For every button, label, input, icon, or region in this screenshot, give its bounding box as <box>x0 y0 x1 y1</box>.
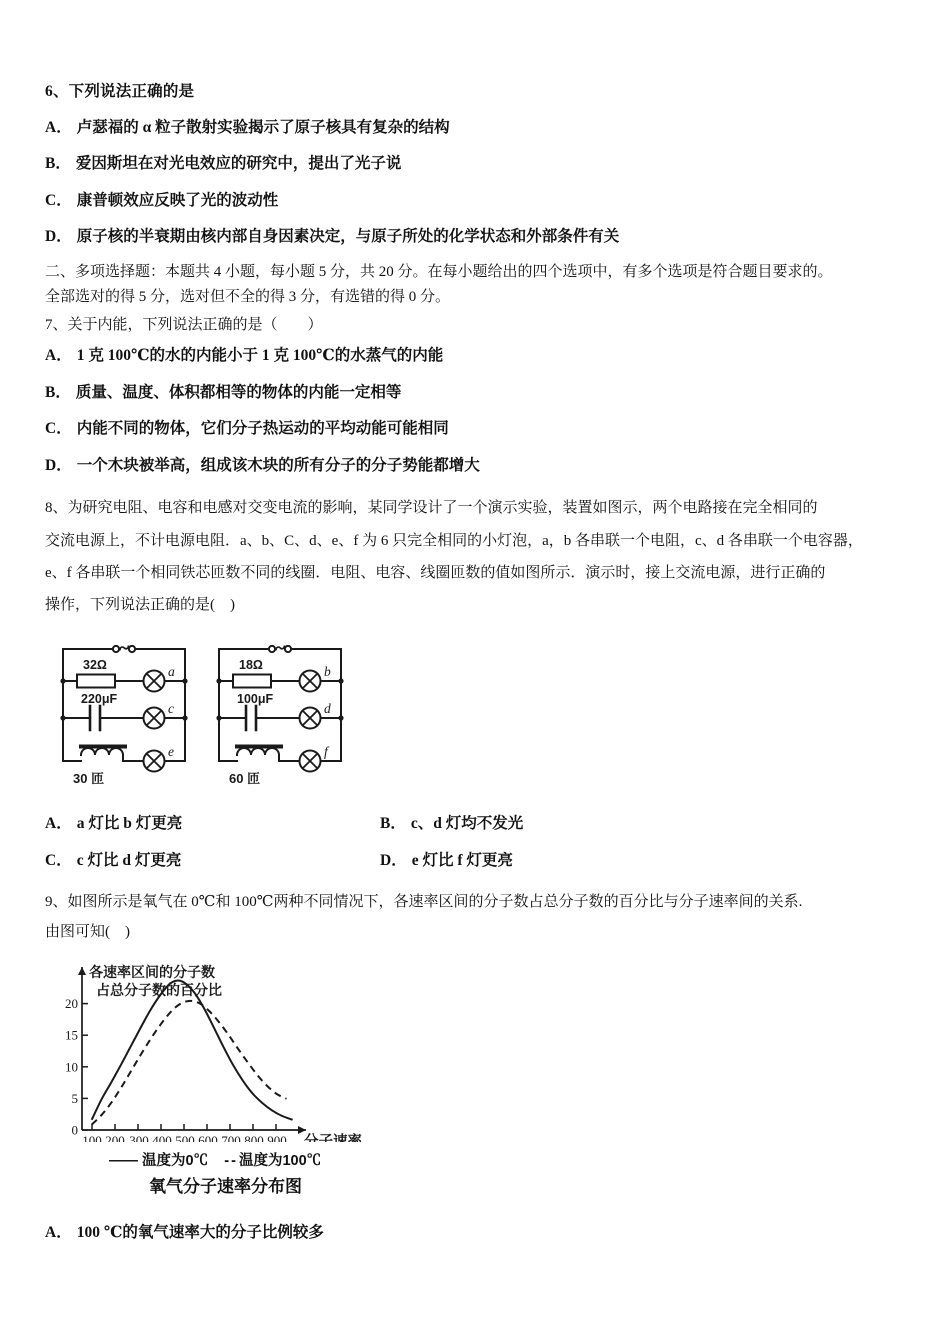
chart-y-ticks <box>82 1004 88 1130</box>
question-8 <box>45 492 925 868</box>
x-tick-900: 900 <box>267 1133 287 1143</box>
option-label: D． <box>45 228 72 245</box>
question-8-option-a[interactable] <box>45 816 380 832</box>
option-text: 爱因斯坦在对光电效应的研究中，提出了光子说 <box>75 155 402 172</box>
legend-mark-0c: —— <box>109 1153 138 1170</box>
x-tick-700: 700 <box>221 1133 241 1143</box>
speed-distribution-chart <box>51 957 371 1142</box>
chart-x-axis-label: 分子速率 <box>304 1134 362 1143</box>
x-tick-800: 800 <box>244 1133 264 1143</box>
option-label: D． <box>380 851 407 869</box>
option-label: C． <box>45 420 72 438</box>
circuit-diagram-figure <box>59 635 925 790</box>
legend-label-0c: 温度为0℃ <box>142 1153 209 1170</box>
ac-source-terminal-left-2 <box>269 646 275 652</box>
question-8-stem-line-1: 8、为研究电阻、电容和电感对交变电流的影响，某同学设计了一个演示实验，装置如图示，两个电路接在完全相同的 <box>45 500 818 517</box>
question-8-stem-line-4: 操作，下列说法正确的是( ) <box>45 597 235 614</box>
question-8-options-row-1 <box>45 816 925 832</box>
option-text: 内能不同的物体，它们分子热运动的平均动能可能相同 <box>76 420 449 438</box>
section-2-line-2: 全部选对的得 5 分，选对但不全的得 3 分，有选错的得 0 分。 <box>45 288 451 305</box>
question-8-option-d[interactable] <box>380 853 513 869</box>
section-2-header <box>45 262 925 309</box>
x-tick-500: 500 <box>175 1133 195 1143</box>
speed-distribution-figure <box>51 957 925 1197</box>
x-tick-300: 300 <box>129 1133 149 1143</box>
lamp-e-label: e <box>168 744 174 760</box>
ac-source-terminal-right-2 <box>285 646 291 652</box>
chart-y-axis-label-line-2: 占总分子数的百分比 <box>96 982 222 999</box>
right-b3-wire-mid <box>279 755 299 761</box>
legend-mark-100c: - - <box>224 1153 235 1170</box>
lamp-b-label: b <box>324 664 331 680</box>
inductor-30-turns-label: 30 匝 <box>73 771 105 786</box>
ac-source-wave-icon <box>120 647 128 650</box>
option-text: c、d 灯均不发光 <box>410 815 524 833</box>
lamp-d-label: d <box>324 701 331 717</box>
question-7 <box>45 315 925 473</box>
left-node-2 <box>60 716 65 721</box>
y-tick-20: 20 <box>65 996 78 1012</box>
question-9-stem-line-2: 由图可知( ) <box>45 924 130 941</box>
chart-x-ticks <box>92 1124 276 1130</box>
option-label: B． <box>380 815 406 833</box>
question-9-option-a[interactable] <box>45 1225 925 1241</box>
capacitor-100uf-label: 100μF <box>237 692 274 707</box>
left-node-3 <box>182 679 187 684</box>
question-6-option-a[interactable] <box>45 120 925 136</box>
option-text: 一个木块被举高，组成该木块的所有分子的分子势能都增大 <box>76 456 480 474</box>
chart-x-tick-labels <box>82 1133 287 1142</box>
right-node-4 <box>338 716 343 721</box>
question-8-stem-line-2: 交流电源上，不计电源电阻．a、b、C、d、e、f 为 6 只完全相同的小灯泡，a，b 各串联一个电阻，c、d 各串联一个电容器， <box>45 532 863 549</box>
option-label: A． <box>45 1224 72 1242</box>
curve-temperature-0c <box>92 981 293 1120</box>
y-tick-5: 5 <box>71 1091 78 1107</box>
option-label: A． <box>45 118 72 136</box>
option-label: A． <box>45 815 72 833</box>
resistor-32ohm-body <box>77 675 115 688</box>
question-6-option-c[interactable] <box>45 193 925 209</box>
option-text: e 灯比 f 灯更亮 <box>411 851 513 869</box>
question-7-stem: 7、关于内能，下列说法正确的是（ ） <box>45 317 323 334</box>
y-tick-15: 15 <box>65 1028 78 1044</box>
question-7-option-a[interactable] <box>45 348 925 364</box>
question-6-option-d[interactable] <box>45 229 925 245</box>
question-9-stem-line-1: 9、如图所示是氧气在 0℃和 100℃两种不同情况下，各速率区间的分子数占总分子数的百分比与分子速率间的关系. <box>45 894 803 911</box>
inductor-60-coil <box>237 748 279 755</box>
y-tick-0: 0 <box>71 1122 78 1138</box>
chart-x-axis-arrow <box>298 1126 306 1134</box>
lamp-f-label: f <box>324 744 328 760</box>
x-tick-100: 100 <box>82 1133 102 1143</box>
option-label: B． <box>45 383 71 401</box>
left-node-1 <box>60 679 65 684</box>
inductor-60-turns-label: 60 匝 <box>229 771 261 786</box>
question-8-options-row-2 <box>45 853 925 869</box>
x-tick-200: 200 <box>105 1133 125 1143</box>
chart-y-tick-labels <box>65 996 78 1137</box>
resistor-32ohm-label: 32Ω <box>83 658 107 673</box>
chart-legend <box>109 1149 925 1170</box>
option-label: C． <box>45 851 72 869</box>
question-8-option-b[interactable] <box>380 816 523 832</box>
question-8-option-c[interactable] <box>45 853 380 869</box>
ac-source-terminal-left <box>113 646 119 652</box>
option-text: 1 克 100℃的水的内能小于 1 克 100℃的水蒸气的内能 <box>76 347 444 365</box>
question-7-option-d[interactable] <box>45 458 925 474</box>
question-8-stem-line-3: e、f 各串联一个相同铁芯匝数不同的线圈．电阻、电容、线圈匝数的值如图所示．演示时，接上交流电源，进行正确的 <box>45 564 826 581</box>
ac-source-wave-icon-2 <box>276 647 284 650</box>
option-label: D． <box>45 456 72 474</box>
circuit-diagram-svg <box>59 635 359 785</box>
question-6 <box>45 84 925 245</box>
right-node-3 <box>338 679 343 684</box>
lamp-c-label: c <box>168 701 174 717</box>
option-text: 卢瑟福的 α 粒子散射实验揭示了原子核具有复杂的结构 <box>76 118 450 136</box>
option-text: 原子核的半衰期由核内部自身因素决定，与原子所处的化学状态和外部条件有关 <box>76 228 620 245</box>
chart-y-axis-arrow <box>78 967 86 975</box>
question-6-stem: 6、下列说法正确的是 <box>45 83 195 100</box>
chart-caption: 氧气分子速率分布图 <box>149 1177 302 1197</box>
question-6-option-b[interactable] <box>45 156 925 172</box>
left-node-4 <box>182 716 187 721</box>
option-text: 康普顿效应反映了光的波动性 <box>76 191 279 209</box>
chart-y-axis-label-line-1: 各速率区间的分子数 <box>89 964 215 981</box>
legend-label-100c: 温度为100℃ <box>238 1153 322 1170</box>
option-text: 质量、温度、体积都相等的物体的内能一定相等 <box>75 383 402 401</box>
question-9 <box>45 887 925 1241</box>
section-2-line-1: 二、多项选择题：本题共 4 小题，每小题 5 分，共 20 分。在每小题给出的四个选项中，有多个选项是符合题目要求的。 <box>45 263 833 280</box>
y-tick-10: 10 <box>65 1059 78 1075</box>
capacitor-220uf-label: 220μF <box>81 692 118 707</box>
ac-source-terminal-right <box>129 646 135 652</box>
page-content <box>45 84 925 1262</box>
inductor-30-coil <box>81 748 123 755</box>
option-text: a 灯比 b 灯更亮 <box>76 815 183 833</box>
left-b3-wire-mid <box>123 755 143 761</box>
option-label: B． <box>45 155 71 172</box>
option-text: c 灯比 d 灯更亮 <box>76 851 182 869</box>
option-label: A． <box>45 347 72 365</box>
x-tick-400: 400 <box>152 1133 172 1143</box>
resistor-18ohm-label: 18Ω <box>239 658 263 673</box>
resistor-18ohm-body <box>233 675 271 688</box>
question-7-option-b[interactable] <box>45 385 925 401</box>
right-node-2 <box>216 716 221 721</box>
option-label: C． <box>45 191 72 209</box>
option-text: 100 ℃的氧气速率大的分子比例较多 <box>76 1224 324 1242</box>
lamp-a-label: a <box>168 664 175 680</box>
x-tick-600: 600 <box>198 1133 218 1143</box>
question-7-option-c[interactable] <box>45 421 925 437</box>
right-node-1 <box>216 679 221 684</box>
